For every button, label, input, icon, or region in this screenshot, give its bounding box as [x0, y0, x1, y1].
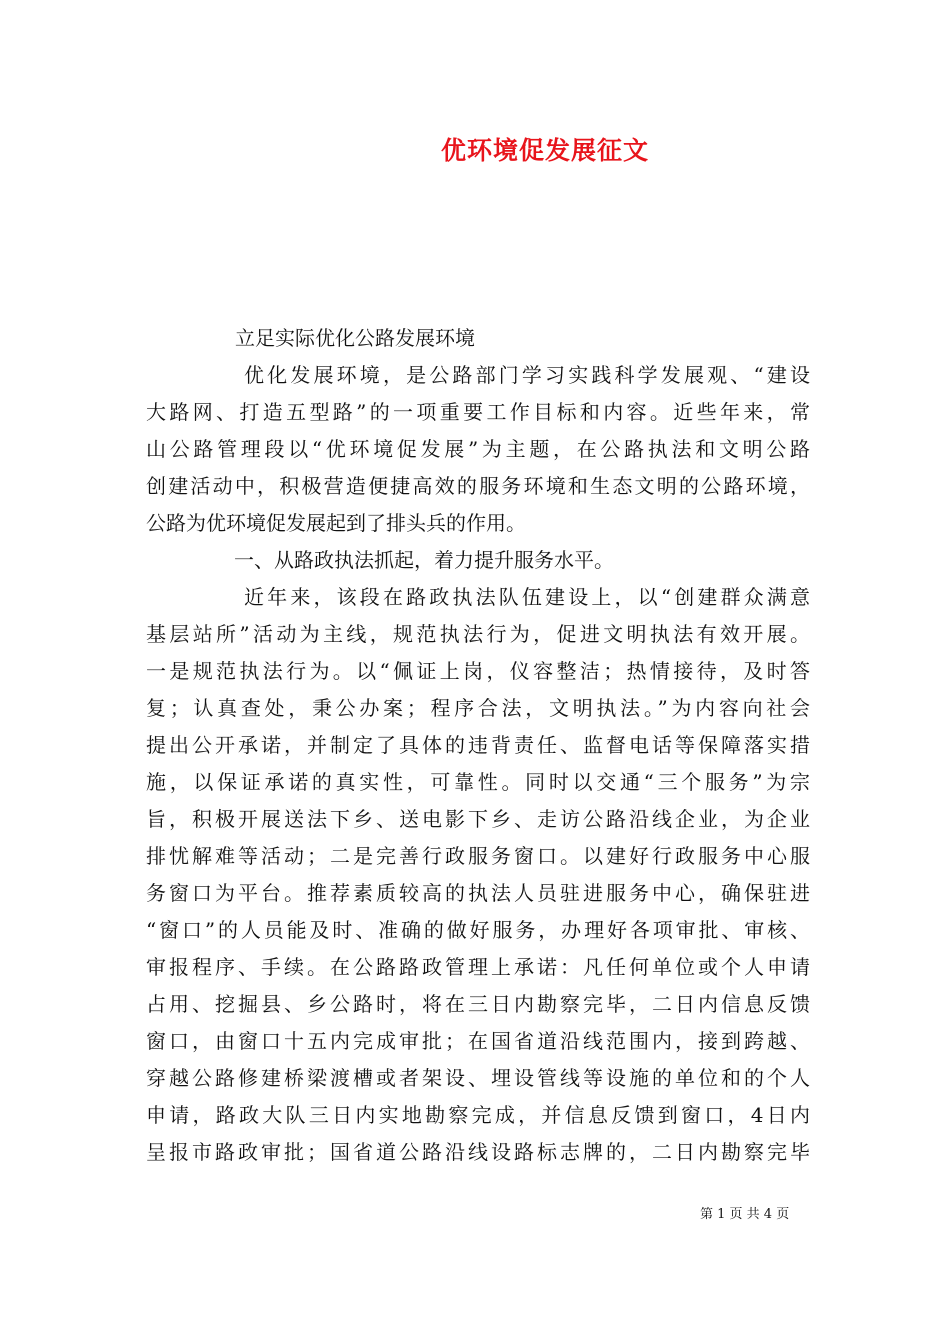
text-line: 大路网、打造五型路”的一项重要工作目标和内容。近些年来，常 — [146, 400, 810, 424]
text-line: 提出公开承诺，并制定了具体的违背责任、监督电话等保障落实措 — [146, 733, 810, 757]
text-line: 窗口，由窗口十五内完成审批；在国省道沿线范围内，接到跨越、 — [146, 1029, 810, 1053]
paragraph-section-1 — [146, 579, 810, 1171]
text-line: 呈报市路政审批；国省道公路沿线设路标志牌的，二日内勘察完毕 — [146, 1140, 810, 1164]
text-line: 旨，积极开展送法下乡、送电影下乡、走访公路沿线企业，为企业 — [146, 807, 810, 831]
text-line: 申请，路政大队三日内实地勘察完成，并信息反馈到窗口，4日内 — [146, 1103, 810, 1127]
text-line: 穿越公路修建桥梁渡槽或者架设、埋设管线等设施的单位和的个人 — [146, 1066, 810, 1090]
text-line: 优化发展环境，是公路部门学习实践科学发展观、“建设 — [244, 363, 810, 387]
text-line: 基层站所”活动为主线，规范执法行为，促进文明执法有效开展。 — [146, 622, 810, 646]
page-number: 第 1 页 共 4 页 — [700, 1207, 790, 1222]
text-line: 占用、挖掘县、乡公路时，将在三日内勘察完毕，二日内信息反馈 — [146, 992, 810, 1016]
text-line: 务窗口为平台。推荐素质较高的执法人员驻进服务中心，确保驻进 — [146, 881, 810, 905]
text-line: 审报程序、手续。在公路路政管理上承诺：凡任何单位或个人申请 — [146, 955, 810, 979]
section-heading — [146, 542, 810, 579]
text-line: 公路为优环境促发展起到了排头兵的作用。 — [146, 511, 526, 535]
text-line: 排忧解难等活动；二是完善行政服务窗口。以建好行政服务中心服 — [146, 844, 810, 868]
text-line: 一是规范执法行为。以“佩证上岗，仪容整洁；热情接待，及时答 — [146, 659, 810, 683]
text-line: 近年来，该段在路政执法队伍建设上，以“创建群众满意 — [244, 585, 810, 609]
article-body — [146, 320, 810, 1171]
text-line: 施，以保证承诺的真实性，可靠性。同时以交通“三个服务”为宗 — [146, 770, 810, 794]
text-line: 山公路管理段以“优环境促发展”为主题，在公路执法和文明公路 — [146, 437, 810, 461]
text-line: 创建活动中，积极营造便捷高效的服务环境和生态文明的公路环境， — [146, 474, 810, 498]
article-subtitle: 立足实际优化公路发展环境 — [235, 326, 475, 350]
text-line: 复；认真查处，秉公办案；程序合法，文明执法。”为内容向社会 — [146, 696, 810, 720]
text-line: 一、从路政执法抓起，着力提升服务水平。 — [234, 548, 614, 572]
page-title: 优环境促发展征文 — [440, 136, 649, 165]
text-line: “窗口”的人员能及时、准确的做好服务，办理好各项审批、审核、 — [146, 918, 810, 942]
paragraph-intro — [146, 357, 810, 542]
